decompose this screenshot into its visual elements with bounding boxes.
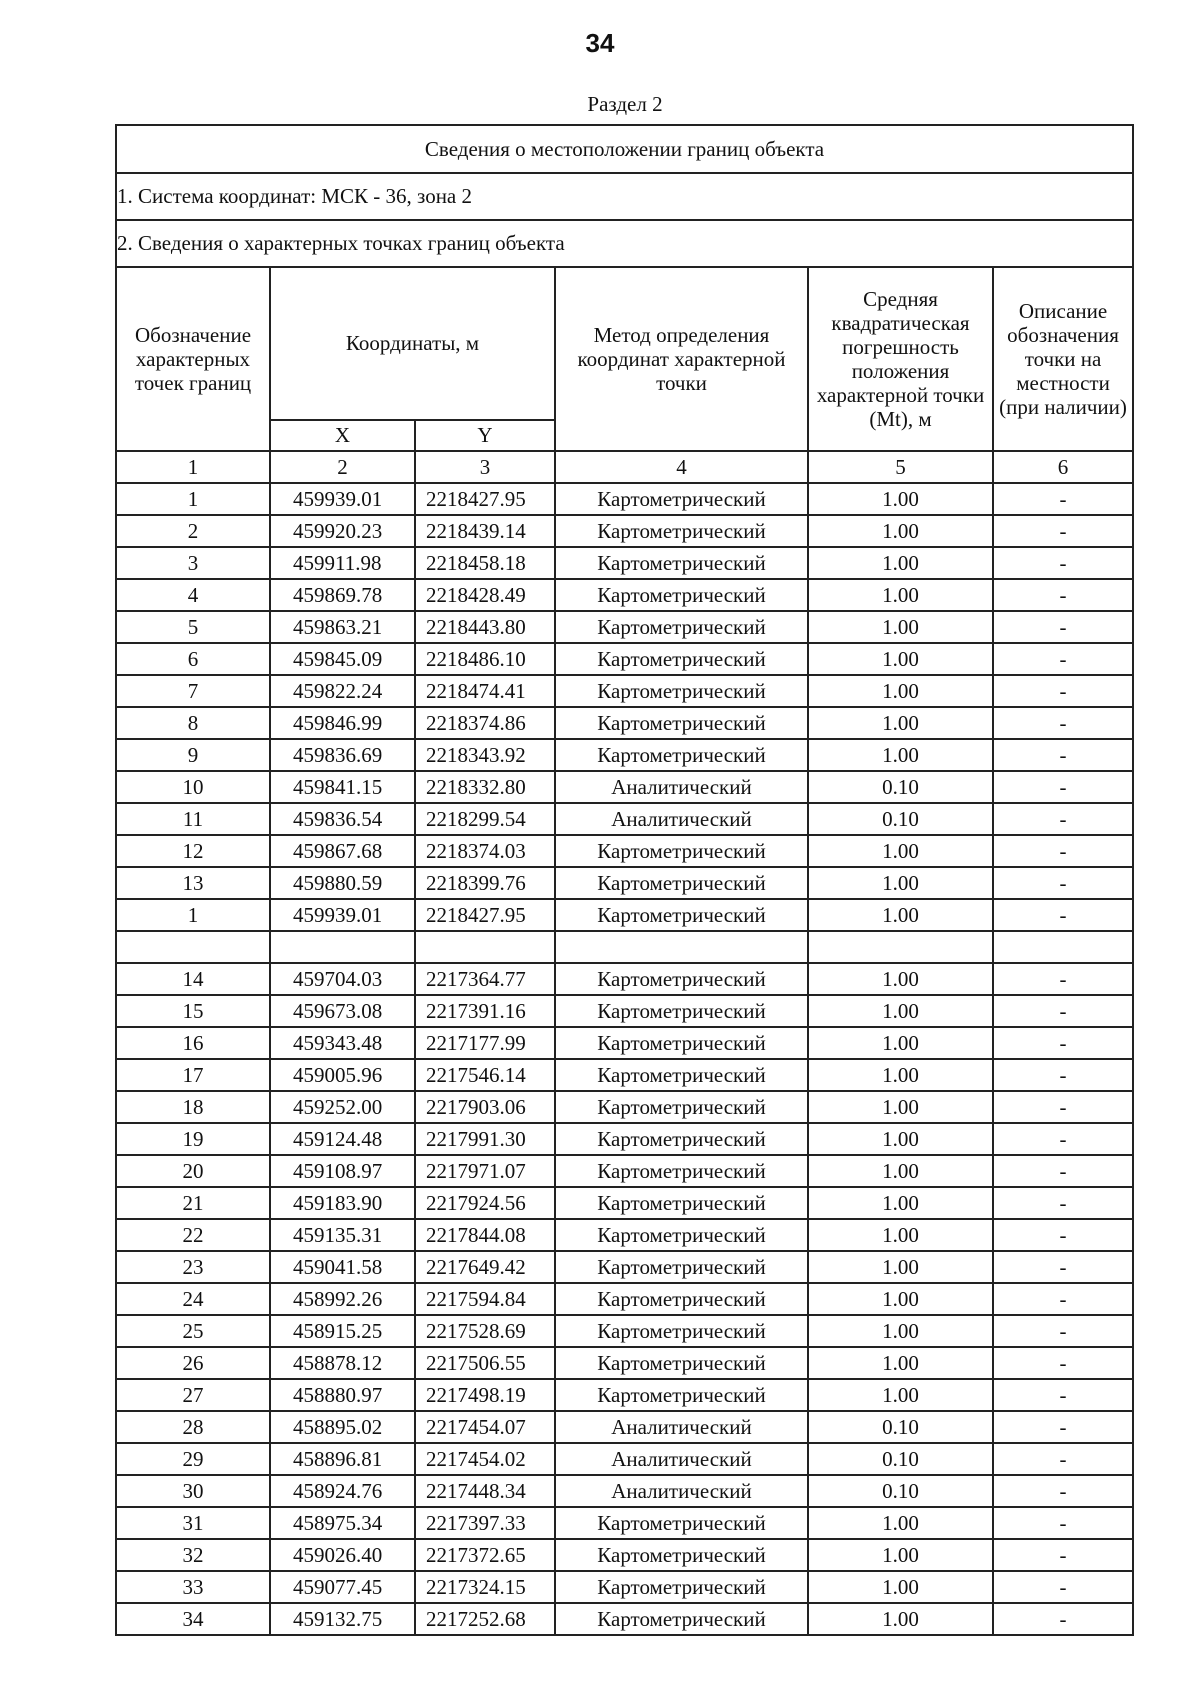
cell-point-number: 15 (116, 995, 270, 1027)
cell-coord-y: 2217448.34 (415, 1475, 555, 1507)
table-row (116, 1219, 1133, 1251)
table-row (116, 1603, 1133, 1635)
cell-point-number: 34 (116, 1603, 270, 1635)
table-row (116, 515, 1133, 547)
cell-description: - (993, 483, 1133, 515)
cell-accuracy: 1.00 (808, 675, 993, 707)
table-row (116, 771, 1133, 803)
cell-accuracy: 1.00 (808, 899, 993, 931)
cell-method: Картометрический (555, 1187, 808, 1219)
header-method: Метод определения координат характерной точки (555, 267, 808, 451)
cell-description: - (993, 515, 1133, 547)
cell-coord-y: 2217528.69 (415, 1315, 555, 1347)
table-row (116, 899, 1133, 931)
cell-description: - (993, 1091, 1133, 1123)
cell-description: - (993, 1251, 1133, 1283)
cell-point-number: 30 (116, 1475, 270, 1507)
table-row (116, 1475, 1133, 1507)
cell-coord-x: 459836.69 (270, 739, 415, 771)
cell-point-number: 19 (116, 1123, 270, 1155)
cell-method: Картометрический (555, 1059, 808, 1091)
table-row (116, 611, 1133, 643)
cell-coord-x: 459252.00 (270, 1091, 415, 1123)
cell-accuracy: 1.00 (808, 643, 993, 675)
cell-description: - (993, 1283, 1133, 1315)
cell-accuracy: 1.00 (808, 1507, 993, 1539)
table-row (116, 1315, 1133, 1347)
cell-coord-x: 459836.54 (270, 803, 415, 835)
cell-method: Картометрический (555, 1283, 808, 1315)
cell-coord-y: 2217364.77 (415, 963, 555, 995)
cell-coord-x: 459841.15 (270, 771, 415, 803)
cell-method: Картометрический (555, 1155, 808, 1187)
table-row (116, 1539, 1133, 1571)
cell-method: Аналитический (555, 1443, 808, 1475)
cell-coord-x: 459704.03 (270, 963, 415, 995)
cell-method: Картометрический (555, 963, 808, 995)
cell-method: Картометрический (555, 1315, 808, 1347)
cell-description: - (993, 1507, 1133, 1539)
cell-description: - (993, 963, 1133, 995)
section-label: Раздел 2 (587, 92, 663, 116)
cell-description: - (993, 739, 1133, 771)
empty-cell (808, 931, 993, 963)
cell-method: Картометрический (555, 643, 808, 675)
cell-method: Картометрический (555, 675, 808, 707)
cell-coord-y: 2217506.55 (415, 1347, 555, 1379)
cell-coord-x: 459867.68 (270, 835, 415, 867)
table-row (116, 1443, 1133, 1475)
cell-coord-x: 458895.02 (270, 1411, 415, 1443)
cell-coord-x: 459845.09 (270, 643, 415, 675)
cell-point-number: 13 (116, 867, 270, 899)
cell-description: - (993, 867, 1133, 899)
header-row (116, 267, 1133, 420)
cell-coord-y: 2218474.41 (415, 675, 555, 707)
cell-accuracy: 1.00 (808, 1123, 993, 1155)
table-title-row (116, 125, 1133, 173)
table-row (116, 739, 1133, 771)
cell-accuracy: 1.00 (808, 611, 993, 643)
cell-description: - (993, 1379, 1133, 1411)
header-accuracy: Средняя квадратическая погрешность положения характерной точки (Mt), м (808, 267, 993, 451)
cell-coord-x: 459939.01 (270, 483, 415, 515)
column-numbers-row (116, 451, 1133, 483)
cell-method: Картометрический (555, 835, 808, 867)
cell-description: - (993, 1155, 1133, 1187)
cell-coord-x: 459343.48 (270, 1027, 415, 1059)
cell-description: - (993, 899, 1133, 931)
cell-accuracy: 1.00 (808, 995, 993, 1027)
cell-coord-y: 2218332.80 (415, 771, 555, 803)
empty-cell (116, 931, 270, 963)
table-row (116, 1379, 1133, 1411)
cell-point-number: 16 (116, 1027, 270, 1059)
cell-accuracy: 1.00 (808, 1155, 993, 1187)
cell-point-number: 8 (116, 707, 270, 739)
cell-description: - (993, 771, 1133, 803)
table-row (116, 867, 1133, 899)
cell-method: Картометрический (555, 1091, 808, 1123)
cell-description: - (993, 1443, 1133, 1475)
cell-accuracy: 1.00 (808, 1283, 993, 1315)
table-row (116, 547, 1133, 579)
coord-system-row (116, 173, 1133, 220)
empty-cell (993, 931, 1133, 963)
cell-method: Аналитический (555, 1475, 808, 1507)
cell-point-number: 1 (116, 483, 270, 515)
cell-point-number: 26 (116, 1347, 270, 1379)
table-row (116, 707, 1133, 739)
cell-coord-y: 2217903.06 (415, 1091, 555, 1123)
cell-coord-x: 459939.01 (270, 899, 415, 931)
cell-accuracy: 0.10 (808, 1475, 993, 1507)
cell-coord-x: 459132.75 (270, 1603, 415, 1635)
header-description: Описание обозначения точки на местности (при наличии) (993, 267, 1133, 451)
cell-description: - (993, 707, 1133, 739)
cell-accuracy: 0.10 (808, 1443, 993, 1475)
cell-accuracy: 1.00 (808, 515, 993, 547)
cell-coord-y: 2217594.84 (415, 1283, 555, 1315)
cell-coord-x: 459822.24 (270, 675, 415, 707)
cell-point-number: 23 (116, 1251, 270, 1283)
cell-coord-x: 459673.08 (270, 995, 415, 1027)
cell-method: Картометрический (555, 1347, 808, 1379)
cell-accuracy: 1.00 (808, 1571, 993, 1603)
cell-coord-y: 2217177.99 (415, 1027, 555, 1059)
cell-accuracy: 0.10 (808, 1411, 993, 1443)
table-row (116, 1123, 1133, 1155)
cell-point-number: 9 (116, 739, 270, 771)
cell-description: - (993, 675, 1133, 707)
cell-method: Картометрический (555, 867, 808, 899)
cell-description: - (993, 1027, 1133, 1059)
cell-coord-y: 2217454.07 (415, 1411, 555, 1443)
cell-description: - (993, 1315, 1133, 1347)
cell-coord-x: 459869.78 (270, 579, 415, 611)
table-title: Сведения о местоположении границ объекта (116, 125, 1133, 173)
cell-accuracy: 1.00 (808, 1379, 993, 1411)
table-row (116, 1187, 1133, 1219)
cell-coord-y: 2218399.76 (415, 867, 555, 899)
cell-method: Картометрический (555, 483, 808, 515)
cell-accuracy: 1.00 (808, 1027, 993, 1059)
column-number: 5 (808, 451, 993, 483)
cell-accuracy: 1.00 (808, 483, 993, 515)
cell-description: - (993, 1187, 1133, 1219)
cell-coord-y: 2217252.68 (415, 1603, 555, 1635)
column-number: 1 (116, 451, 270, 483)
cell-method: Картометрический (555, 611, 808, 643)
cell-point-number: 18 (116, 1091, 270, 1123)
header-y: Y (415, 420, 555, 451)
table-row (116, 1507, 1133, 1539)
cell-point-number: 17 (116, 1059, 270, 1091)
cell-coord-x: 459920.23 (270, 515, 415, 547)
cell-accuracy: 1.00 (808, 867, 993, 899)
cell-coord-y: 2218374.03 (415, 835, 555, 867)
cell-coord-y: 2218427.95 (415, 899, 555, 931)
cell-point-number: 7 (116, 675, 270, 707)
cell-point-number: 14 (116, 963, 270, 995)
cell-accuracy: 1.00 (808, 1347, 993, 1379)
cell-point-number: 33 (116, 1571, 270, 1603)
cell-coord-x: 458878.12 (270, 1347, 415, 1379)
cell-accuracy: 1.00 (808, 547, 993, 579)
cell-accuracy: 1.00 (808, 1187, 993, 1219)
cell-description: - (993, 835, 1133, 867)
cell-point-number: 12 (116, 835, 270, 867)
cell-description: - (993, 1411, 1133, 1443)
cell-method: Картометрический (555, 1539, 808, 1571)
cell-coord-y: 2217924.56 (415, 1187, 555, 1219)
table-row (116, 1251, 1133, 1283)
cell-point-number: 25 (116, 1315, 270, 1347)
cell-point-number: 11 (116, 803, 270, 835)
cell-coord-y: 2217971.07 (415, 1155, 555, 1187)
table-row (116, 1091, 1133, 1123)
cell-point-number: 1 (116, 899, 270, 931)
cell-accuracy: 1.00 (808, 1059, 993, 1091)
cell-coord-y: 2218427.95 (415, 483, 555, 515)
empty-cell (415, 931, 555, 963)
cell-coord-x: 459041.58 (270, 1251, 415, 1283)
cell-method: Картометрический (555, 707, 808, 739)
cell-accuracy: 1.00 (808, 1091, 993, 1123)
table-row (116, 803, 1133, 835)
cell-description: - (993, 1123, 1133, 1155)
cell-description: - (993, 611, 1133, 643)
cell-coord-y: 2217991.30 (415, 1123, 555, 1155)
cell-coord-x: 458924.76 (270, 1475, 415, 1507)
column-number: 4 (555, 451, 808, 483)
table-row (116, 995, 1133, 1027)
cell-point-number: 20 (116, 1155, 270, 1187)
table-row (116, 1027, 1133, 1059)
boundary-points-table (115, 124, 1134, 1636)
coord-system: 1. Система координат: МСК - 36, зона 2 (116, 173, 1133, 220)
cell-description: - (993, 1219, 1133, 1251)
cell-coord-x: 459026.40 (270, 1539, 415, 1571)
cell-accuracy: 1.00 (808, 1219, 993, 1251)
table-row (116, 1283, 1133, 1315)
cell-method: Аналитический (555, 771, 808, 803)
table-row (116, 1059, 1133, 1091)
cell-coord-x: 459077.45 (270, 1571, 415, 1603)
cell-coord-y: 2218439.14 (415, 515, 555, 547)
header-coordinates: Координаты, м (270, 267, 555, 420)
table-row (116, 1411, 1133, 1443)
cell-coord-x: 459911.98 (270, 547, 415, 579)
cell-method: Картометрический (555, 1379, 808, 1411)
column-number: 2 (270, 451, 415, 483)
cell-method: Картометрический (555, 1027, 808, 1059)
table-row (116, 675, 1133, 707)
column-number: 6 (993, 451, 1133, 483)
cell-description: - (993, 1475, 1133, 1507)
column-number: 3 (415, 451, 555, 483)
cell-point-number: 22 (116, 1219, 270, 1251)
cell-coord-y: 2218458.18 (415, 547, 555, 579)
header-point-designation: Обозначение характерных точек границ (116, 267, 270, 451)
table-row (116, 1571, 1133, 1603)
cell-coord-y: 2217454.02 (415, 1443, 555, 1475)
cell-point-number: 6 (116, 643, 270, 675)
cell-method: Аналитический (555, 803, 808, 835)
cell-coord-y: 2217324.15 (415, 1571, 555, 1603)
table-row (116, 1347, 1133, 1379)
cell-point-number: 2 (116, 515, 270, 547)
cell-method: Картометрический (555, 1603, 808, 1635)
cell-accuracy: 1.00 (808, 1539, 993, 1571)
cell-coord-y: 2217397.33 (415, 1507, 555, 1539)
cell-coord-y: 2217649.42 (415, 1251, 555, 1283)
cell-point-number: 4 (116, 579, 270, 611)
cell-description: - (993, 547, 1133, 579)
cell-method: Картометрический (555, 1251, 808, 1283)
table-row (116, 963, 1133, 995)
empty-cell (555, 931, 808, 963)
cell-point-number: 29 (116, 1443, 270, 1475)
cell-coord-x: 459005.96 (270, 1059, 415, 1091)
cell-method: Картометрический (555, 1219, 808, 1251)
cell-coord-y: 2218374.86 (415, 707, 555, 739)
cell-accuracy: 1.00 (808, 707, 993, 739)
cell-method: Аналитический (555, 1411, 808, 1443)
cell-coord-y: 2218428.49 (415, 579, 555, 611)
cell-coord-x: 459863.21 (270, 611, 415, 643)
table-row (116, 643, 1133, 675)
cell-point-number: 32 (116, 1539, 270, 1571)
cell-accuracy: 0.10 (808, 803, 993, 835)
page-number: 34 (585, 28, 615, 58)
cell-coord-y: 2217844.08 (415, 1219, 555, 1251)
cell-method: Картометрический (555, 995, 808, 1027)
cell-method: Картометрический (555, 1123, 808, 1155)
cell-coord-x: 458915.25 (270, 1315, 415, 1347)
cell-coord-x: 458975.34 (270, 1507, 415, 1539)
group-separator-row (116, 931, 1133, 963)
points-caption: 2. Сведения о характерных точках границ объекта (116, 220, 1133, 267)
cell-coord-y: 2217498.19 (415, 1379, 555, 1411)
cell-point-number: 24 (116, 1283, 270, 1315)
cell-description: - (993, 643, 1133, 675)
cell-coord-y: 2217391.16 (415, 995, 555, 1027)
cell-point-number: 3 (116, 547, 270, 579)
cell-coord-x: 458896.81 (270, 1443, 415, 1475)
cell-accuracy: 0.10 (808, 771, 993, 803)
cell-coord-x: 459124.48 (270, 1123, 415, 1155)
cell-coord-y: 2218443.80 (415, 611, 555, 643)
cell-coord-x: 459183.90 (270, 1187, 415, 1219)
cell-method: Картометрический (555, 547, 808, 579)
cell-method: Картометрический (555, 1571, 808, 1603)
cell-method: Картометрический (555, 515, 808, 547)
table-row (116, 1155, 1133, 1187)
cell-coord-x: 458880.97 (270, 1379, 415, 1411)
cell-description: - (993, 1539, 1133, 1571)
cell-description: - (993, 995, 1133, 1027)
cell-accuracy: 1.00 (808, 1315, 993, 1347)
cell-description: - (993, 1059, 1133, 1091)
cell-coord-y: 2217372.65 (415, 1539, 555, 1571)
cell-method: Картометрический (555, 739, 808, 771)
cell-point-number: 31 (116, 1507, 270, 1539)
cell-accuracy: 1.00 (808, 963, 993, 995)
cell-coord-y: 2218343.92 (415, 739, 555, 771)
cell-accuracy: 1.00 (808, 835, 993, 867)
cell-point-number: 28 (116, 1411, 270, 1443)
cell-description: - (993, 1571, 1133, 1603)
cell-description: - (993, 1603, 1133, 1635)
header-x: X (270, 420, 415, 451)
cell-accuracy: 1.00 (808, 1251, 993, 1283)
cell-accuracy: 1.00 (808, 579, 993, 611)
table-row (116, 483, 1133, 515)
cell-accuracy: 1.00 (808, 1603, 993, 1635)
cell-coord-x: 459135.31 (270, 1219, 415, 1251)
cell-coord-x: 459108.97 (270, 1155, 415, 1187)
table-row (116, 835, 1133, 867)
cell-coord-x: 458992.26 (270, 1283, 415, 1315)
cell-coord-y: 2218299.54 (415, 803, 555, 835)
empty-cell (270, 931, 415, 963)
cell-coord-y: 2217546.14 (415, 1059, 555, 1091)
cell-description: - (993, 803, 1133, 835)
cell-point-number: 10 (116, 771, 270, 803)
cell-coord-y: 2218486.10 (415, 643, 555, 675)
cell-method: Картометрический (555, 579, 808, 611)
cell-coord-x: 459880.59 (270, 867, 415, 899)
table-row (116, 579, 1133, 611)
cell-point-number: 21 (116, 1187, 270, 1219)
cell-description: - (993, 1347, 1133, 1379)
cell-point-number: 5 (116, 611, 270, 643)
cell-method: Картометрический (555, 899, 808, 931)
cell-description: - (993, 579, 1133, 611)
cell-point-number: 27 (116, 1379, 270, 1411)
cell-method: Картометрический (555, 1507, 808, 1539)
points-caption-row (116, 220, 1133, 267)
cell-coord-x: 459846.99 (270, 707, 415, 739)
cell-accuracy: 1.00 (808, 739, 993, 771)
